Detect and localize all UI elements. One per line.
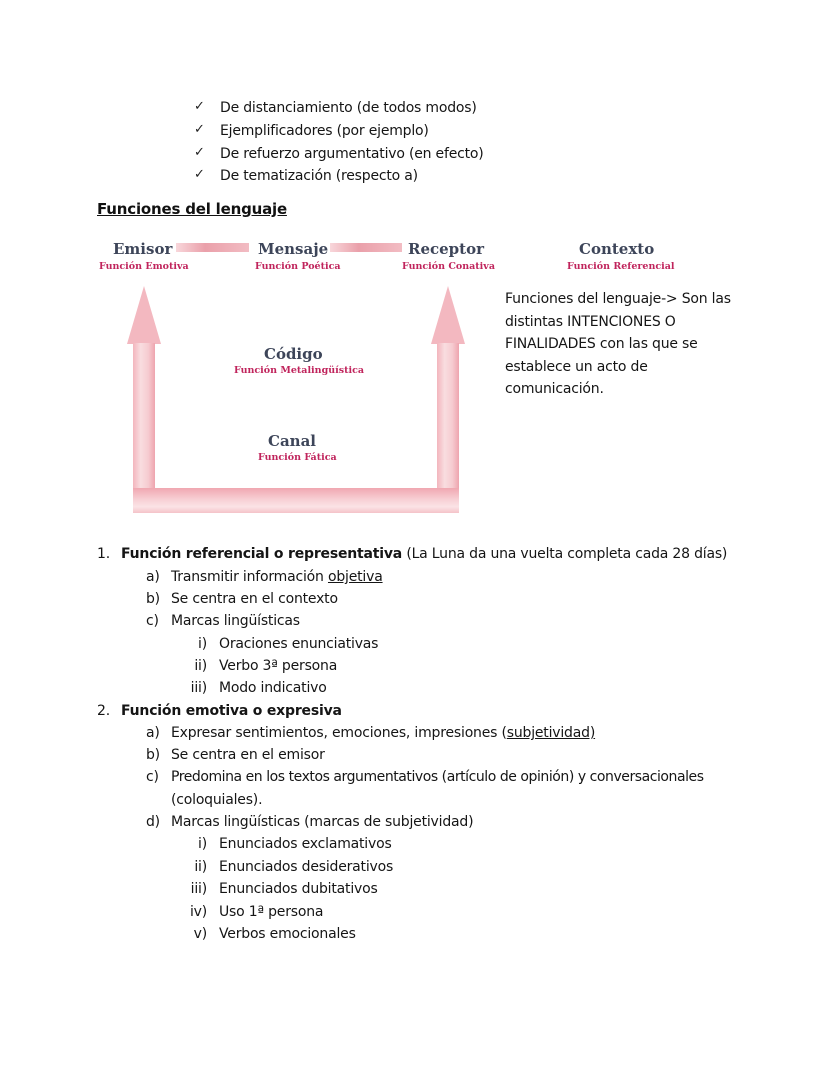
- roman-item: Verbo 3ª persona: [219, 658, 338, 674]
- left-arrow-shaft: [133, 343, 155, 493]
- right-arrow-shaft: [437, 343, 459, 493]
- check-mark-icon: ✓: [194, 145, 205, 160]
- sub-item: Transmitir información objetiva: [171, 569, 383, 585]
- sub-label: c): [146, 613, 159, 629]
- mensaje-title: Mensaje: [258, 240, 329, 258]
- list-item-title: Función referencial o representativa (La Luna da una vuelta completa cada 28 días): [121, 546, 728, 562]
- checklist-item: De refuerzo argumentativo (en efecto): [220, 146, 484, 162]
- sub-label: c): [146, 769, 159, 785]
- canal-title: Canal: [268, 432, 316, 450]
- emisor-function: Función Emotiva: [99, 261, 189, 272]
- sub-item-continuation: (coloquiales).: [171, 792, 263, 808]
- receptor-function: Función Conativa: [402, 261, 495, 272]
- roman-item: Uso 1ª persona: [219, 904, 324, 920]
- roman-item: Enunciados exclamativos: [219, 836, 392, 852]
- sub-label: d): [146, 814, 160, 830]
- roman-item: Oraciones enunciativas: [219, 636, 379, 652]
- contexto-title: Contexto: [579, 240, 655, 258]
- codigo-title: Código: [264, 345, 323, 363]
- sub-item: Predomina en los textos argumentativos (artículo de opinión) y conversacionales: [171, 769, 704, 785]
- sub-label: a): [146, 725, 160, 741]
- list-number: 2.: [97, 703, 110, 719]
- contexto-function: Función Referencial: [567, 261, 675, 272]
- bottom-connector: [133, 488, 459, 513]
- left-arrow-up-icon: [127, 286, 161, 344]
- roman-label: iii): [190, 680, 207, 696]
- list-number: 1.: [97, 546, 110, 562]
- sub-item: Marcas lingüísticas: [171, 613, 300, 629]
- roman-item: Enunciados dubitativos: [219, 881, 378, 897]
- emisor-mensaje-connector: [176, 243, 249, 252]
- roman-label: iii): [190, 881, 207, 897]
- mensaje-function: Función Poética: [255, 261, 341, 272]
- emisor-title: Emisor: [113, 240, 173, 258]
- sub-label: a): [146, 569, 160, 585]
- sub-item: Se centra en el contexto: [171, 591, 338, 607]
- roman-item: Enunciados desiderativos: [219, 859, 394, 875]
- sub-item: Se centra en el emisor: [171, 747, 325, 763]
- roman-label: ii): [194, 859, 207, 875]
- mensaje-receptor-connector: [330, 243, 402, 252]
- checklist-item: De tematización (respecto a): [220, 168, 418, 184]
- canal-function: Función Fática: [258, 452, 337, 463]
- checklist-item: Ejemplificadores (por ejemplo): [220, 123, 429, 139]
- check-mark-icon: ✓: [194, 167, 205, 182]
- list-item-title: Función emotiva o expresiva: [121, 703, 342, 719]
- right-arrow-up-icon: [431, 286, 465, 344]
- receptor-title: Receptor: [408, 240, 485, 258]
- check-mark-icon: ✓: [194, 122, 205, 137]
- sub-item: Expresar sentimientos, emociones, impresiones (subjetividad): [171, 725, 596, 741]
- section-heading: Funciones del lenguaje: [97, 200, 287, 218]
- roman-label: i): [198, 636, 207, 652]
- roman-item: Verbos emocionales: [219, 926, 356, 942]
- codigo-function: Función Metalingüística: [234, 365, 365, 376]
- roman-item: Modo indicativo: [219, 680, 327, 696]
- roman-label: iv): [189, 904, 207, 920]
- roman-label: i): [198, 836, 207, 852]
- sub-label: b): [146, 591, 160, 607]
- roman-label: v): [193, 926, 207, 942]
- roman-label: ii): [194, 658, 207, 674]
- definition-text: Funciones del lenguaje-> Son las distintas INTENCIONES O FINALIDADES con las que se establece un acto de comunicación.: [505, 291, 731, 397]
- sub-item: Marcas lingüísticas (marcas de subjetividad): [171, 814, 474, 830]
- checklist-item: De distanciamiento (de todos modos): [220, 100, 477, 116]
- check-mark-icon: ✓: [194, 99, 205, 114]
- sub-label: b): [146, 747, 160, 763]
